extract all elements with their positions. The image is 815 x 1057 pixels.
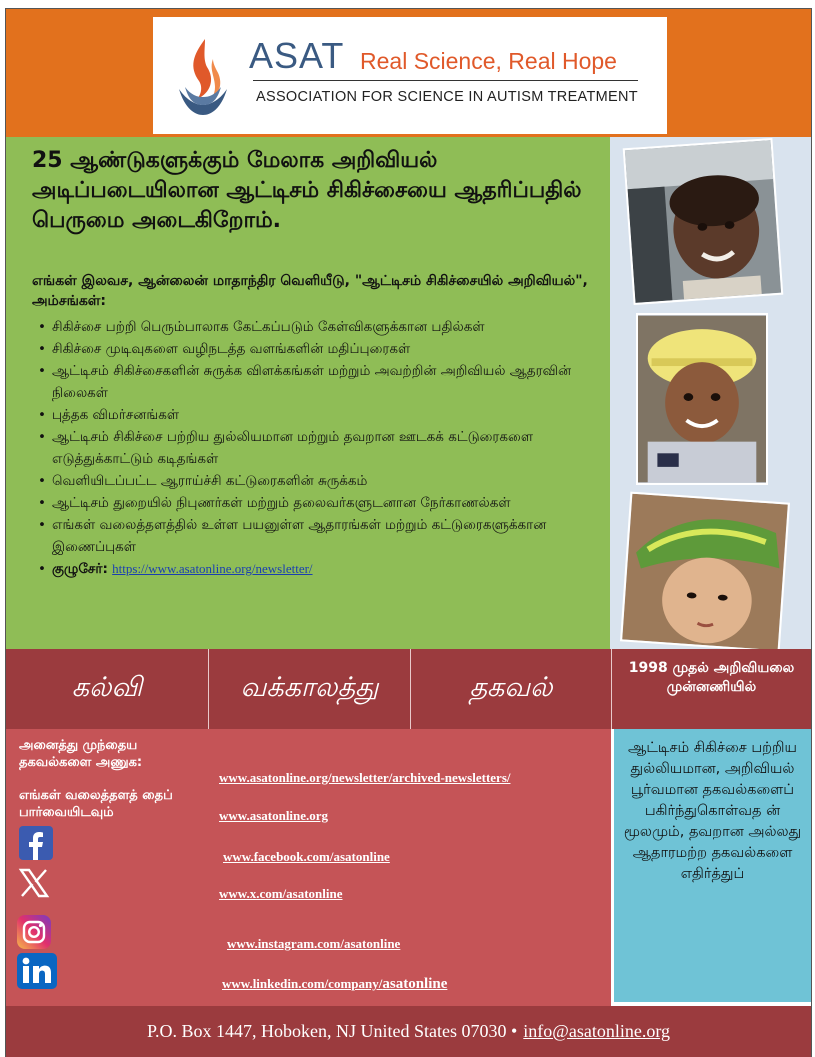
footer (6, 1006, 811, 1057)
topic-band (6, 649, 611, 729)
x-link[interactable]: www.x.com/asatonline (219, 886, 343, 901)
newsletter-intro: எங்கள் இலவச, ஆன்லைன் மாதாந்திர வெளியீடு, "ஆட்டிசம் சிகிச்சையில் அறிவியல்", அம்சங்கள்: (32, 273, 588, 309)
instagram-link[interactable]: www.instagram.com/asatonline (227, 936, 401, 951)
linkedin-link[interactable] (222, 976, 447, 993)
list-item: • எங்கள் வலைத்தளத்தில் உள்ள பயனுள்ள ஆதாரங்கள் மற்றும் கட்டுரைகளுக்கான இணைப்புகள் (36, 514, 596, 558)
footer-email-link[interactable]: info@asatonline.org (523, 1021, 671, 1041)
list-item: • ஆட்டிசம் சிகிச்சைகளின் சுருக்க விளக்கங்கள் மற்றும் அவற்றின் அறிவியல் ஆதரவின் நிலைகள் (36, 360, 596, 404)
flame-logo-icon (175, 37, 231, 117)
list-item: • ஆட்டிசம் துறையில் நிபுணர்கள் மற்றும் தலைவர்களுடனான நேர்காணல்கள் (36, 492, 596, 514)
facebook-icon[interactable] (19, 826, 53, 860)
list-item: • ஆட்டிசம் சிகிச்சை பற்றிய துல்லியமான மற்றும் தவறான ஊடகக் கட்டுரைகளை எடுத்துக்காட்டும் கடிதங்கள் (36, 426, 596, 470)
subscribe-label: குழுசேர்: (52, 561, 108, 577)
archive-label: அனைத்து முந்தைய தகவல்களை அணுக: (19, 738, 143, 770)
website-link[interactable]: www.asatonline.org (219, 808, 329, 823)
logo-wordmark: ASAT (249, 35, 345, 76)
facebook-link[interactable]: www.facebook.com/asatonline (223, 849, 390, 864)
headline: 25 ஆண்டுகளுக்கும் மேலாக அறிவியல் அடிப்படையிலான ஆட்டிசம் சிகிச்சையை ஆதரிப்பதில் பெருமை அடைகிறோம். (32, 148, 582, 233)
linkedin-url-prefix: www.linkedin.com/company/ (222, 976, 383, 991)
tab-education: கல்வி (6, 649, 209, 729)
mission-text: ஆட்டிசம் சிகிச்சை பற்றிய துல்லியமான, அறிவியல் பூர்வமான தகவல்களைப் பகிர்ந்துகொள்வத ன் மூலமும், தவறான அல்லது ஆதாரமற்ற தகவல்களை எதிர்த்துப் (623, 740, 802, 882)
linkedin-icon[interactable] (17, 953, 57, 989)
list-item: • புத்தக விமர்சனங்கள் (36, 404, 596, 426)
child-photo-3 (620, 492, 790, 653)
logo-divider (253, 80, 638, 81)
x-icon[interactable] (17, 866, 51, 900)
subscribe-link[interactable]: https://www.asatonline.org/newsletter/ (112, 561, 313, 576)
subscribe-item (36, 558, 596, 580)
list-item: • சிகிச்சை பற்றி பெரும்பாலாக கேட்கப்படும் கேள்விகளுக்கான பதில்கள் (36, 316, 596, 338)
linkedin-url-name: asatonline (382, 976, 448, 992)
instagram-icon[interactable] (17, 915, 51, 949)
asat-logo[interactable] (153, 17, 667, 134)
list-item: • வெளியிடப்பட்ட ஆராய்ச்சி கட்டுரைகளின் சுருக்கம் (36, 470, 596, 492)
footer-address: P.O. Box 1447, Hoboken, NJ United States 07030 • (146, 1021, 518, 1041)
feature-list (36, 316, 596, 580)
visit-website-label: எங்கள் வலைத்தளத் தைப் பார்வையிடவும் (19, 788, 173, 820)
logo-subtitle: ASSOCIATION FOR SCIENCE IN AUTISM TREATMENT (256, 89, 638, 105)
list-item: • சிகிச்சை முடிவுகளை வழிநடத்த வளங்களின் மதிப்புரைகள் (36, 338, 596, 360)
tab-information: தகவல் (469, 671, 553, 703)
child-photo-1 (623, 138, 784, 305)
archive-link[interactable]: www.asatonline.org/newsletter/archived-newsletters/ (219, 770, 511, 785)
logo-tagline: Real Science, Real Hope (360, 48, 617, 74)
tab-advocacy: வக்காலத்து (209, 649, 411, 729)
child-photo-2 (636, 313, 768, 485)
since-1998-label: 1998 முதல் அறிவியலை முன்னணியில் (611, 649, 811, 729)
